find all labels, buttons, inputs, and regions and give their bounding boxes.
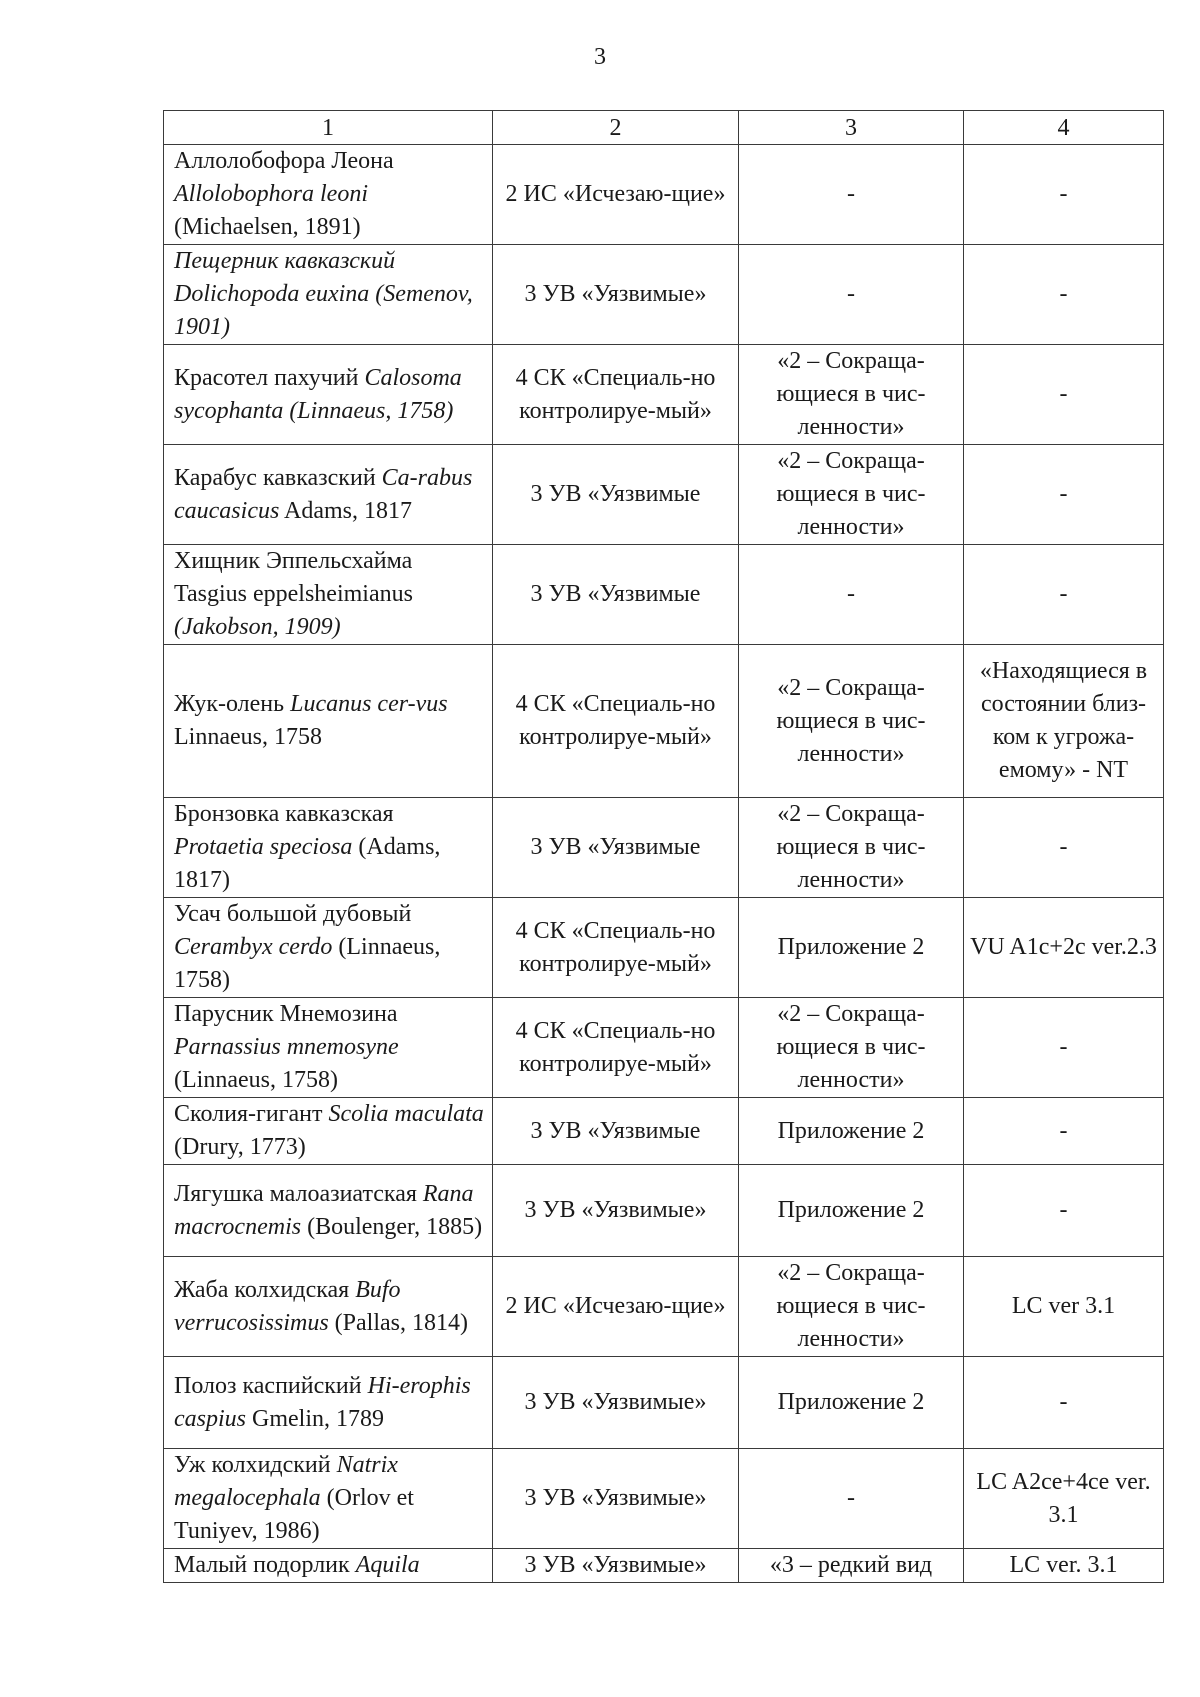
latin-name: Calosoma sycophanta (Linnaeus, 1758) [174,364,462,424]
table-body [164,145,1164,1583]
latin-name: Aquila [355,1552,420,1578]
category-cell: 4 СК «Специаль-но контролируе-мый» [493,998,739,1098]
species-name-cell [164,1165,493,1257]
name-text: (Boulenger, 1885) [301,1213,483,1240]
table-row [164,345,1164,445]
category-cell: 2 ИС «Исчезаю-щие» [493,145,739,245]
table-row [164,645,1164,798]
column-header: 2 [493,111,739,145]
column-header: 3 [739,111,964,145]
latin-name: Bufo verrucosissimus [174,1276,401,1336]
column-3-cell: «2 – Сокраща-ющиеся в чис-ленности» [739,445,964,545]
name-text: Adams, 1817 [279,497,412,524]
name-text: Полоз каспийский [174,1372,368,1399]
table-row [164,798,1164,898]
category-cell: 3 УВ «Уязвимые [493,445,739,545]
table-row [164,1449,1164,1549]
column-3-cell: «2 – Сокраща-ющиеся в чис-ленности» [739,798,964,898]
latin-name: Scolia maculata [328,1101,484,1127]
column-4-cell: LC ver. 3.1 [964,1549,1164,1583]
name-text: Сколия-гигант [174,1101,329,1127]
category-cell: 3 УВ «Уязвимые [493,1098,739,1165]
name-text: Парусник Мнемозина [174,1001,398,1027]
column-3-cell: Приложение 2 [739,898,964,998]
name-text: Жук-олень [174,691,291,717]
latin-name: Rana macrocnemis [174,1180,474,1240]
column-3-cell: «2 – Сокраща-ющиеся в чис-ленности» [739,998,964,1098]
latin-name: Lucanus cer-vus [290,691,448,717]
category-cell: 3 УВ «Уязвимые» [493,1357,739,1449]
column-3-cell: - [739,245,964,345]
latin-name: Hi-erophis caspius [174,1372,471,1432]
species-name-cell [164,1357,493,1449]
latin-name: (Jakobson, 1909) [174,614,341,640]
table-row [164,1357,1164,1449]
column-4-cell: - [964,1357,1164,1449]
column-header: 1 [164,111,493,145]
name-text: (Pallas, 1814) [328,1309,468,1336]
species-name-cell [164,145,493,245]
table-row [164,1165,1164,1257]
species-name-cell [164,1098,493,1165]
species-name-cell [164,245,493,345]
table-row [164,898,1164,998]
column-header: 4 [964,111,1164,145]
species-table [163,110,1164,1583]
column-4-cell: - [964,998,1164,1098]
species-name-cell [164,1549,493,1583]
name-text: Усач большой дубовый [174,901,412,927]
name-text: (Adams, 1817) [174,834,441,893]
latin-name: Natrix megalocephala [174,1452,398,1511]
column-3-cell: - [739,1449,964,1549]
species-name-cell [164,345,493,445]
column-4-cell: - [964,1165,1164,1257]
species-name-cell [164,1257,493,1357]
name-text: Жаба колхидская [174,1276,356,1303]
column-3-cell: «2 – Сокраща-ющиеся в чис-ленности» [739,645,964,798]
column-3-cell: «2 – Сокраща-ющиеся в чис-ленности» [739,345,964,445]
name-text: Карабус кавказский [174,464,382,491]
column-4-cell: - [964,345,1164,445]
species-name-cell [164,445,493,545]
column-4-cell: - [964,1098,1164,1165]
table-row [164,998,1164,1098]
name-text: Linnaeus, 1758 [174,724,322,750]
column-4-cell: - [964,798,1164,898]
latin-name: Ca-rabus caucasicus [174,464,473,524]
species-name-cell [164,898,493,998]
name-text: (Michaelsen, 1891) [174,214,361,240]
column-4-cell: - [964,245,1164,345]
column-4-cell: LC ver 3.1 [964,1257,1164,1357]
latin-name: Allolobophora leoni [174,181,368,207]
column-3-cell: - [739,145,964,245]
species-name-cell [164,998,493,1098]
column-3-cell: - [739,545,964,645]
column-3-cell: Приложение 2 [739,1165,964,1257]
category-cell: 4 СК «Специаль-но контролируе-мый» [493,898,739,998]
category-cell: 3 УВ «Уязвимые» [493,1449,739,1549]
column-3-cell: «2 – Сокраща-ющиеся в чис-ленности» [739,1257,964,1357]
column-3-cell: Приложение 2 [739,1098,964,1165]
name-text: Gmelin, 1789 [246,1405,384,1432]
table-row [164,1257,1164,1357]
species-name-cell [164,1449,493,1549]
species-name-cell [164,798,493,898]
name-text: Аллолобофора Леона [174,148,394,174]
table-row [164,1098,1164,1165]
name-text: Малый подорлик [174,1552,356,1578]
latin-name: Parnassius mnemosyne [174,1034,399,1060]
name-text: (Drury, 1773) [174,1134,306,1160]
table-row [164,445,1164,545]
species-name-cell [164,645,493,798]
column-4-cell: LC A2ce+4ce ver. 3.1 [964,1449,1164,1549]
latin-name: Protaetia speciosa [174,834,353,860]
name-text: Хищник Эппельсхайма Tasgius eppelsheimianus [174,548,413,607]
column-3-cell: Приложение 2 [739,1357,964,1449]
category-cell: 2 ИС «Исчезаю-щие» [493,1257,739,1357]
species-name-cell [164,545,493,645]
category-cell: 3 УВ «Уязвимые [493,545,739,645]
column-4-cell: - [964,445,1164,545]
table-row [164,1549,1164,1583]
name-text: (Orlov et Tuniyev, 1986) [174,1485,414,1544]
latin-name: Пещерник кавказский Dolichopoda euxina (Semenov, 1901) [174,248,473,340]
column-4-cell: - [964,145,1164,245]
table-row [164,245,1164,345]
category-cell: 3 УВ «Уязвимые» [493,245,739,345]
column-4-cell: VU A1c+2c ver.2.3 [964,898,1164,998]
column-4-cell: «Находящиеся в состоянии близ-ком к угрожа-емому» - NT [964,645,1164,798]
name-text: Лягушка малоазиатская [174,1180,423,1207]
table-row [164,145,1164,245]
table-header-row [164,111,1164,145]
page-number: 3 [594,44,606,70]
column-3-cell: «3 – редкий вид [739,1549,964,1583]
name-text: (Linnaeus, 1758) [174,1067,338,1093]
name-text: (Linnaeus, 1758) [174,934,441,993]
category-cell: 4 СК «Специаль-но контролируе-мый» [493,345,739,445]
column-4-cell: - [964,545,1164,645]
table-row [164,545,1164,645]
category-cell: 3 УВ «Уязвимые [493,798,739,898]
name-text: Уж колхидский [174,1452,337,1478]
category-cell: 4 СК «Специаль-но контролируе-мый» [493,645,739,798]
latin-name: Cerambyx cerdo [174,934,333,960]
category-cell: 3 УВ «Уязвимые» [493,1549,739,1583]
category-cell: 3 УВ «Уязвимые» [493,1165,739,1257]
name-text: Бронзовка кавказская [174,801,394,827]
name-text: Красотел пахучий [174,364,365,391]
